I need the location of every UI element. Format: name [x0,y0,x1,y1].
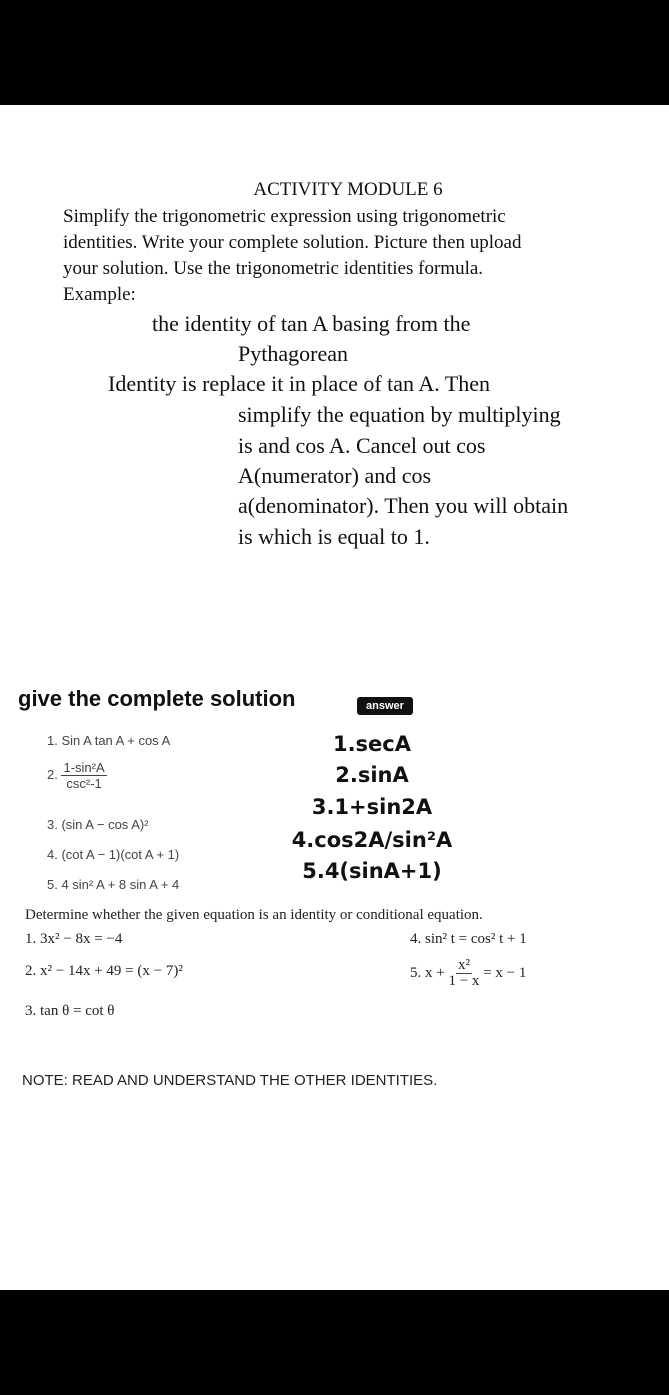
answer-2: 2.sinA [335,763,409,787]
answer-1: 1.secA [332,732,412,756]
equation-2: 2. x² − 14x + 49 = (x − 7)² [25,963,183,979]
problem-1: 1. Sin A tan A + cos A [47,733,171,748]
fraction-denominator: 1 − x [448,973,480,989]
example-line: simplify the equation by multiplying [238,402,561,427]
instruction-line: Example: [63,284,136,305]
example-line: is which is equal to 1. [238,524,430,549]
equation-5 [410,958,526,989]
answer-4: 4.cos2A/sin²A [291,828,453,852]
instruction-line: your solution. Use the trigonometric identities formula. [63,258,484,279]
top-black-bar [0,0,669,105]
equation-5-fraction [448,958,479,989]
instruction-line: identities. Write your complete solution. Picture then upload [63,232,522,253]
fraction-numerator: x² [457,957,470,973]
instruction-line: Simplify the trigonometric expression using trigonometric [63,206,506,227]
equation-3: 3. tan θ = cot θ [25,1003,115,1019]
answer-3: 3.1+sin2A [311,795,433,819]
equation-1: 1. 3x² − 8x = −4 [25,931,123,947]
answer-5: 5.4(sinA+1) [302,859,442,883]
equation-5-prefix: 5. x + [410,964,445,981]
identity-prompt: Determine whether the given equation is an identity or conditional equation. [25,907,483,923]
bottom-black-bar [0,1290,669,1395]
module-title: ACTIVITY MODULE 6 [253,179,443,200]
example-line: Identity is replace it in place of tan A. Then [108,371,491,396]
example-line: A(numerator) and cos [238,463,432,488]
note: NOTE: READ AND UNDERSTAND THE OTHER IDENTITIES. [22,1072,438,1089]
answer-badge: answer [357,697,413,715]
fraction-numerator: 1-sin²A [63,760,105,775]
problem-2-number: 2. [47,766,58,782]
example-line: is and cos A. Cancel out cos [238,433,486,458]
example-line: a(denominator). Then you will obtain [238,493,569,518]
example-line: the identity of tan A basing from the [152,311,471,336]
solution-heading: give the complete solution [18,686,296,711]
problem-5: 5. 4 sin² A + 8 sin A + 4 [47,877,180,892]
equation-5-suffix: = x − 1 [483,964,527,981]
problem-3: 3. (sin A − cos A)² [47,817,149,832]
fraction-denominator: csc²-1 [66,776,102,791]
equation-4: 4. sin² t = cos² t + 1 [410,931,527,947]
problem-4: 4. (cot A − 1)(cot A + 1) [47,847,180,862]
example-line: Pythagorean [238,341,348,366]
